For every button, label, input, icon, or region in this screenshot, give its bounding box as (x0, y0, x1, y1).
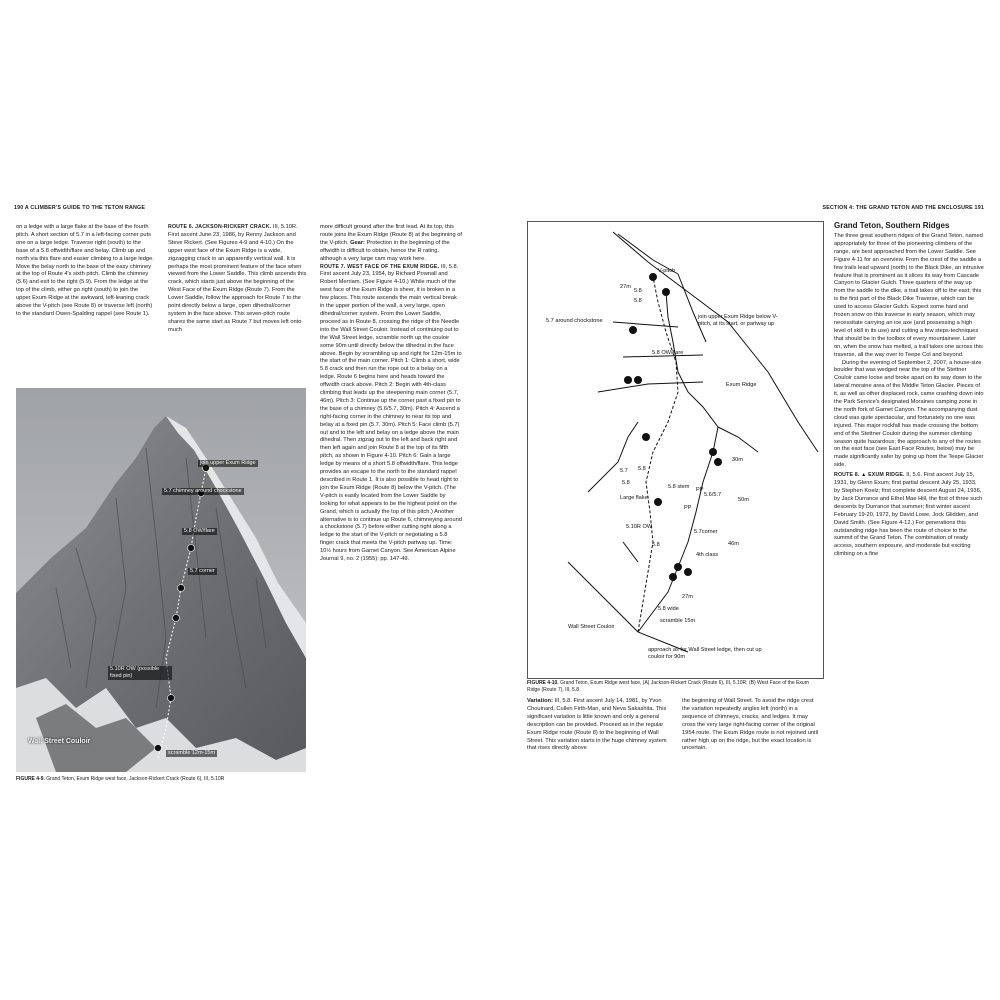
photo-label-corner: 5.7 corner (190, 568, 215, 574)
figure-4-9-text: Grand Teton, Exum Ridge west face, Jackson-Rickert Crack (Route 6), III, 5.10R (46, 776, 225, 782)
figure-4-9-caption (16, 776, 316, 783)
topo-label-58-b: 5.8 (634, 298, 642, 304)
variation-text (527, 698, 667, 753)
route6-text (168, 224, 308, 335)
topo-label-46m: 46m (728, 541, 739, 547)
topo-label-vpitch: V-pitch (658, 268, 676, 274)
route7-text (320, 264, 462, 564)
topo-diagram (527, 221, 824, 679)
topo-label-27m-b: 27m (682, 594, 693, 600)
topo-label-approach: approach as for Wall Street ledge, then cut up couloir for 90m (648, 647, 762, 660)
topo-label-57-corner: 5.7corner (694, 529, 718, 535)
figure-4-9-label: FIGURE 4-9. (16, 776, 45, 782)
topo-label-4th-class: 4th class (696, 552, 719, 558)
topo-label-27m-a: 27m (620, 284, 631, 290)
topo-label-58-a: 5.8 (634, 288, 642, 294)
topo-label-join-upper: join upper Exum Ridge below V-pitch, at its start, or partway up (698, 314, 778, 327)
route6-continued-body: more difficult ground after the first lead. At its top, this route joins the Exum Ridge (Route 8) at the beginning of the V-pitch. (320, 224, 462, 246)
topo-label-ow-flare: 5.8 OW/flare (652, 350, 684, 356)
variation-body: III, 5.8. First ascent July 14, 1981, by Yvon Chouinard, Cullen Firth-Man, and Neva Sakashita. This significant variation is little known and only a general description can be provided. Proceed as in the regular Exum Ridge route (Route 8) to the beginning of Wall Street. This variation starts in the huge chimney system that rises directly above (527, 698, 667, 752)
topo-label-50m: 50m (738, 497, 749, 503)
variation-continued: the beginning of Wall Street. To avoid the ridge crest the variation repeatedly angles left (north) in a sequence of chimneys, cracks, and ledges. It may cross the very large right-facing corner of the original 1954 route. The Exum Ridge route is not rejoined until rather high up on the ridge, but the exact location is uncertain. (682, 698, 819, 752)
topo-label-scramble: scramble 15m (660, 618, 696, 624)
topo-label-pp-2: PP (684, 505, 692, 511)
gear-label: Gear: (350, 239, 365, 246)
route6-heading: ROUTE 6. JACKSON-RICKERT CRACK. (168, 224, 272, 230)
photo-label-offwidth: 5.8 OW/flare (184, 528, 215, 534)
topo-label-large-flake: Large flake (620, 495, 648, 501)
topo-label-30m: 30m (732, 457, 743, 463)
figure-4-10-label: FIGURE 4-10. (527, 680, 559, 686)
southern-ridges-intro: The three great southern ridges of the Grand Teton, named appropriately for three of the pioneering climbers of the range, are best approached from the Lower Saddle. See Figure 4-11 for an overview. From the crest of the saddle a few trails lead upward (north) to the Black Dike, an intrusive feature that is prominent as it slices its way from Cascade Canyon to Glacier Gulch. Three quarters of the way up from the saddle to the dike, a trail takes off to the east; this is the first part of the Black Dike Traverse, which can be used to access Glacier Gulch. Expect some hard and frozen snow on this traverse in early season, which may necessitate carrying an ice axe (and possessing a high level of skill in its use) and cutting a few steps-techniques that should be in the toolbox of every mountaineer. Later on, when the snow has melted, a trail takes one across this traverse, all the way over to Teepe Col and beyond. (834, 233, 984, 358)
topo-label-565: 5.6/5.7 (704, 492, 722, 498)
right-running-header: SECTION 4: THE GRAND TETON AND THE ENCLOSURE 191 (822, 205, 984, 211)
route8-heading: ROUTE 8. ▲ EXUM RIDGE. (834, 472, 905, 479)
variation-label: Variation: (527, 698, 553, 704)
figure-4-10-caption (527, 680, 823, 693)
route8-text (834, 472, 984, 559)
left-column-2 (168, 224, 308, 384)
topo-label-wall-street: Wall Street Couloir (568, 624, 615, 630)
topo-label-pp-1: PP (696, 487, 704, 493)
rockfall-paragraph: During the evening of September 2, 2007, a house-size boulder that was wedged near the top of the Stettner Couloir came loose and broke apart on its way down to the lateral moraine area of the Middle Teton Glacier. Pieces of it, as well as other displaced rock, came crashing down into the Park Service's designated Moraines camping zone in the north fork of Garnet Canyon. The accompanying dust cloud was quite spectacular, and fortunately no one was injured. This major rockfall has made crossing the bottom end of the Stettner Couloir during the summer climbing season quite hazardous; the approach to any of the routes on the east face (see East Face Routes, below) may be made significantly safer by going up from the Teepe Glacier side. (834, 359, 984, 469)
route6-body: III, 5.10R. First ascent June 23, 1986, by Renny Jackson and Steve Rickert. (See Figures 4-9 and 4-10.) On the upper west face of the Exum Ridge is a wide, zigzagging crack in an apparently vertical wall. It is perhaps the most prominent feature of the face when viewed from the Lower Saddle. This climb ascends this crack, which starts just above the beginning of the West Face of the Exum Ridge (Route 7). From the Lower Saddle, follow the approach for Route 7 to the point directly below a large, open dihedral/corner system in the face above. This seven-pitch route shares the same start as Route 7 but moves left onto much (168, 224, 307, 333)
topo-label-exum-ridge: Exum Ridge (726, 382, 757, 388)
gear-body: Protection in the beginning of the offwidth is difficult to obtain, hence the R rating, although a very large cam may work here. (320, 239, 450, 262)
right-column-a (527, 698, 667, 780)
topo-label-58-e: 5.8 (652, 542, 660, 548)
topo-label-58-d: 5.8 (622, 480, 630, 486)
mountain-photo-drawing (16, 388, 306, 772)
southern-ridges-heading: Grand Teton, Southern Ridges (834, 221, 950, 230)
right-column-b (682, 698, 822, 780)
right-column-side (834, 233, 984, 793)
topo-label-chockstone: 5.7 around chockstone (546, 318, 603, 324)
photo-label-scramble: scramble 12m-15m (168, 750, 216, 756)
photo-label-wall-street: Wall Street Couloir (28, 738, 91, 745)
exum-ridge-photo (16, 388, 306, 772)
left-column-3 (320, 224, 462, 781)
left-column-1 (16, 224, 154, 384)
photo-label-join: join upper Exum Ridge (200, 460, 256, 466)
photo-label-chockstone: 5.7 chimney around chockstone (164, 488, 242, 494)
topo-label-57: 5.7 (620, 468, 628, 474)
topo-label-58-c: 5.8 (638, 466, 646, 472)
left-running-header: 190 A CLIMBER'S GUIDE TO THE TETON RANGE (14, 205, 146, 211)
topo-label-58-wide: 5.8 wide (658, 606, 679, 612)
route7-body: III, 5.8. First ascent July 23, 1954, by Richard Pownall and Robert Merriam. (See Figure 4-10.) While much of the west face of the Exum Ridge is sheer, it is broken in a few places. This route ascends the main vertical break in the upper portion of the wall, a very large, open dihedral/corner system. From the Lower Saddle, proceed as in Route 8, crossing the ridge of the Needle into the Wall Street Couloir. Instead of continuing out to the Wall Street ledge, scramble north up the couloir some 90m until directly below the dihedral in the face above. Begin by scrambling up and right for 12m-15m to the start of the main corner. Pitch 1: Climb a short, wide 5.8 crack and then run the rope out to a belay on a ledge. Route 6 begins here and heads toward the offwidth crack above. Pitch 2: Begin with 4th-class climbing that leads up the steepening main corner (5.7, 46m). Pitch 3: Continue up the corner past a fixed pin to the base of a chimney (5.6/5.7, 30m). Pitch 4: Ascend a right-facing corner in the chimney to near its top and belay at a fixed pin (5.7, 30m). Pitch 5: Face climb (5.7) out and to the left and belay on a ledge above the main dihedral. Then zigzag out to the left and back right and then left again and join Route 8 at the top of its fifth pitch, as shown in Figure 4-10. Pitch 6: Gain a large ledge by means of a short 5.8 offwidth/flare. This ledge provides an escape to the north to the standard rappel described in Route 1. It is also possible to head right to join the Exum Ridge (Route 8) below the V-pitch. (The V-pitch is easily located from the Lower Saddle by looking for what appears to be the highest point on the Grand, which is actually the top of this pitch.) Another alternative is to continue up Route 6, chimneying around a chockstone (5.7) before either cutting right along a ledge to the start of the V-pitch or negotiating a 5.8 finger crack that meets the V-pitch partway up. Time: 10½ hours from Garnet Canyon. See American Alpine Journal 9, no. 2 (1955): pp. 147-49. (320, 263, 462, 563)
photo-label-510: 5.10R OW (possible fixed pin) (108, 666, 172, 680)
route7-heading: ROUTE 7. WEST FACE OF THE EXUM RIDGE. (320, 263, 440, 270)
topo-label-510r-ow: 5.10R OW (626, 524, 653, 530)
route8-body: II, 5.6. First ascent July 15, 1931, by Glenn Exum; first partial descent July 25, 1933, by Stephen Koelz; first complete descent August 24, 1936, by Jack Durrance and Ethel Mae Hill, the first of three such descents by Durrance that summer; first winter ascent February 19-20, 1972, by David Lowe, Jock Glidden, and David Smith. (See Figure 4-12.) For generations this outstanding ridge has been the route of choice to the summit of the Grand Teton. The combination of ready access, southern exposure, and moderate but exciting climbing on a fine (834, 472, 983, 558)
left-col1-text: on a ledge with a large flake at the base of the fourth pitch. A short section of 5.7 in a left-facing corner puts one on a large ledge. Traverse right (south) to the base of a 5.8 offwidth/flare and belay. Climb up and north via this flare and easier climbing to a large ledge. Move the belay north to the base of the easy chimney at the top of Route 4's sixth pitch. Climb the chimney (5.6) and exit to the right (5.9). From the ledge at the top of the climb, either go right (south) to join the upper Exum Ridge at the awkward, left-leaning crack above the V-pitch (see Route 8) or traverse left (north) to the standard Owen-Spalding rappel (see Route 1). (16, 224, 154, 317)
route6-continued (320, 224, 462, 264)
topo-label-58-stem: 5.8 stem (668, 484, 690, 490)
figure-4-10-text: Grand Teton, Exum Ridge west face, (A) Jackson-Rickert Crack (Route 6), III, 5.10R; (B) West Face of the Exum Ridge (Route 7), III, 5.8 (527, 680, 809, 693)
